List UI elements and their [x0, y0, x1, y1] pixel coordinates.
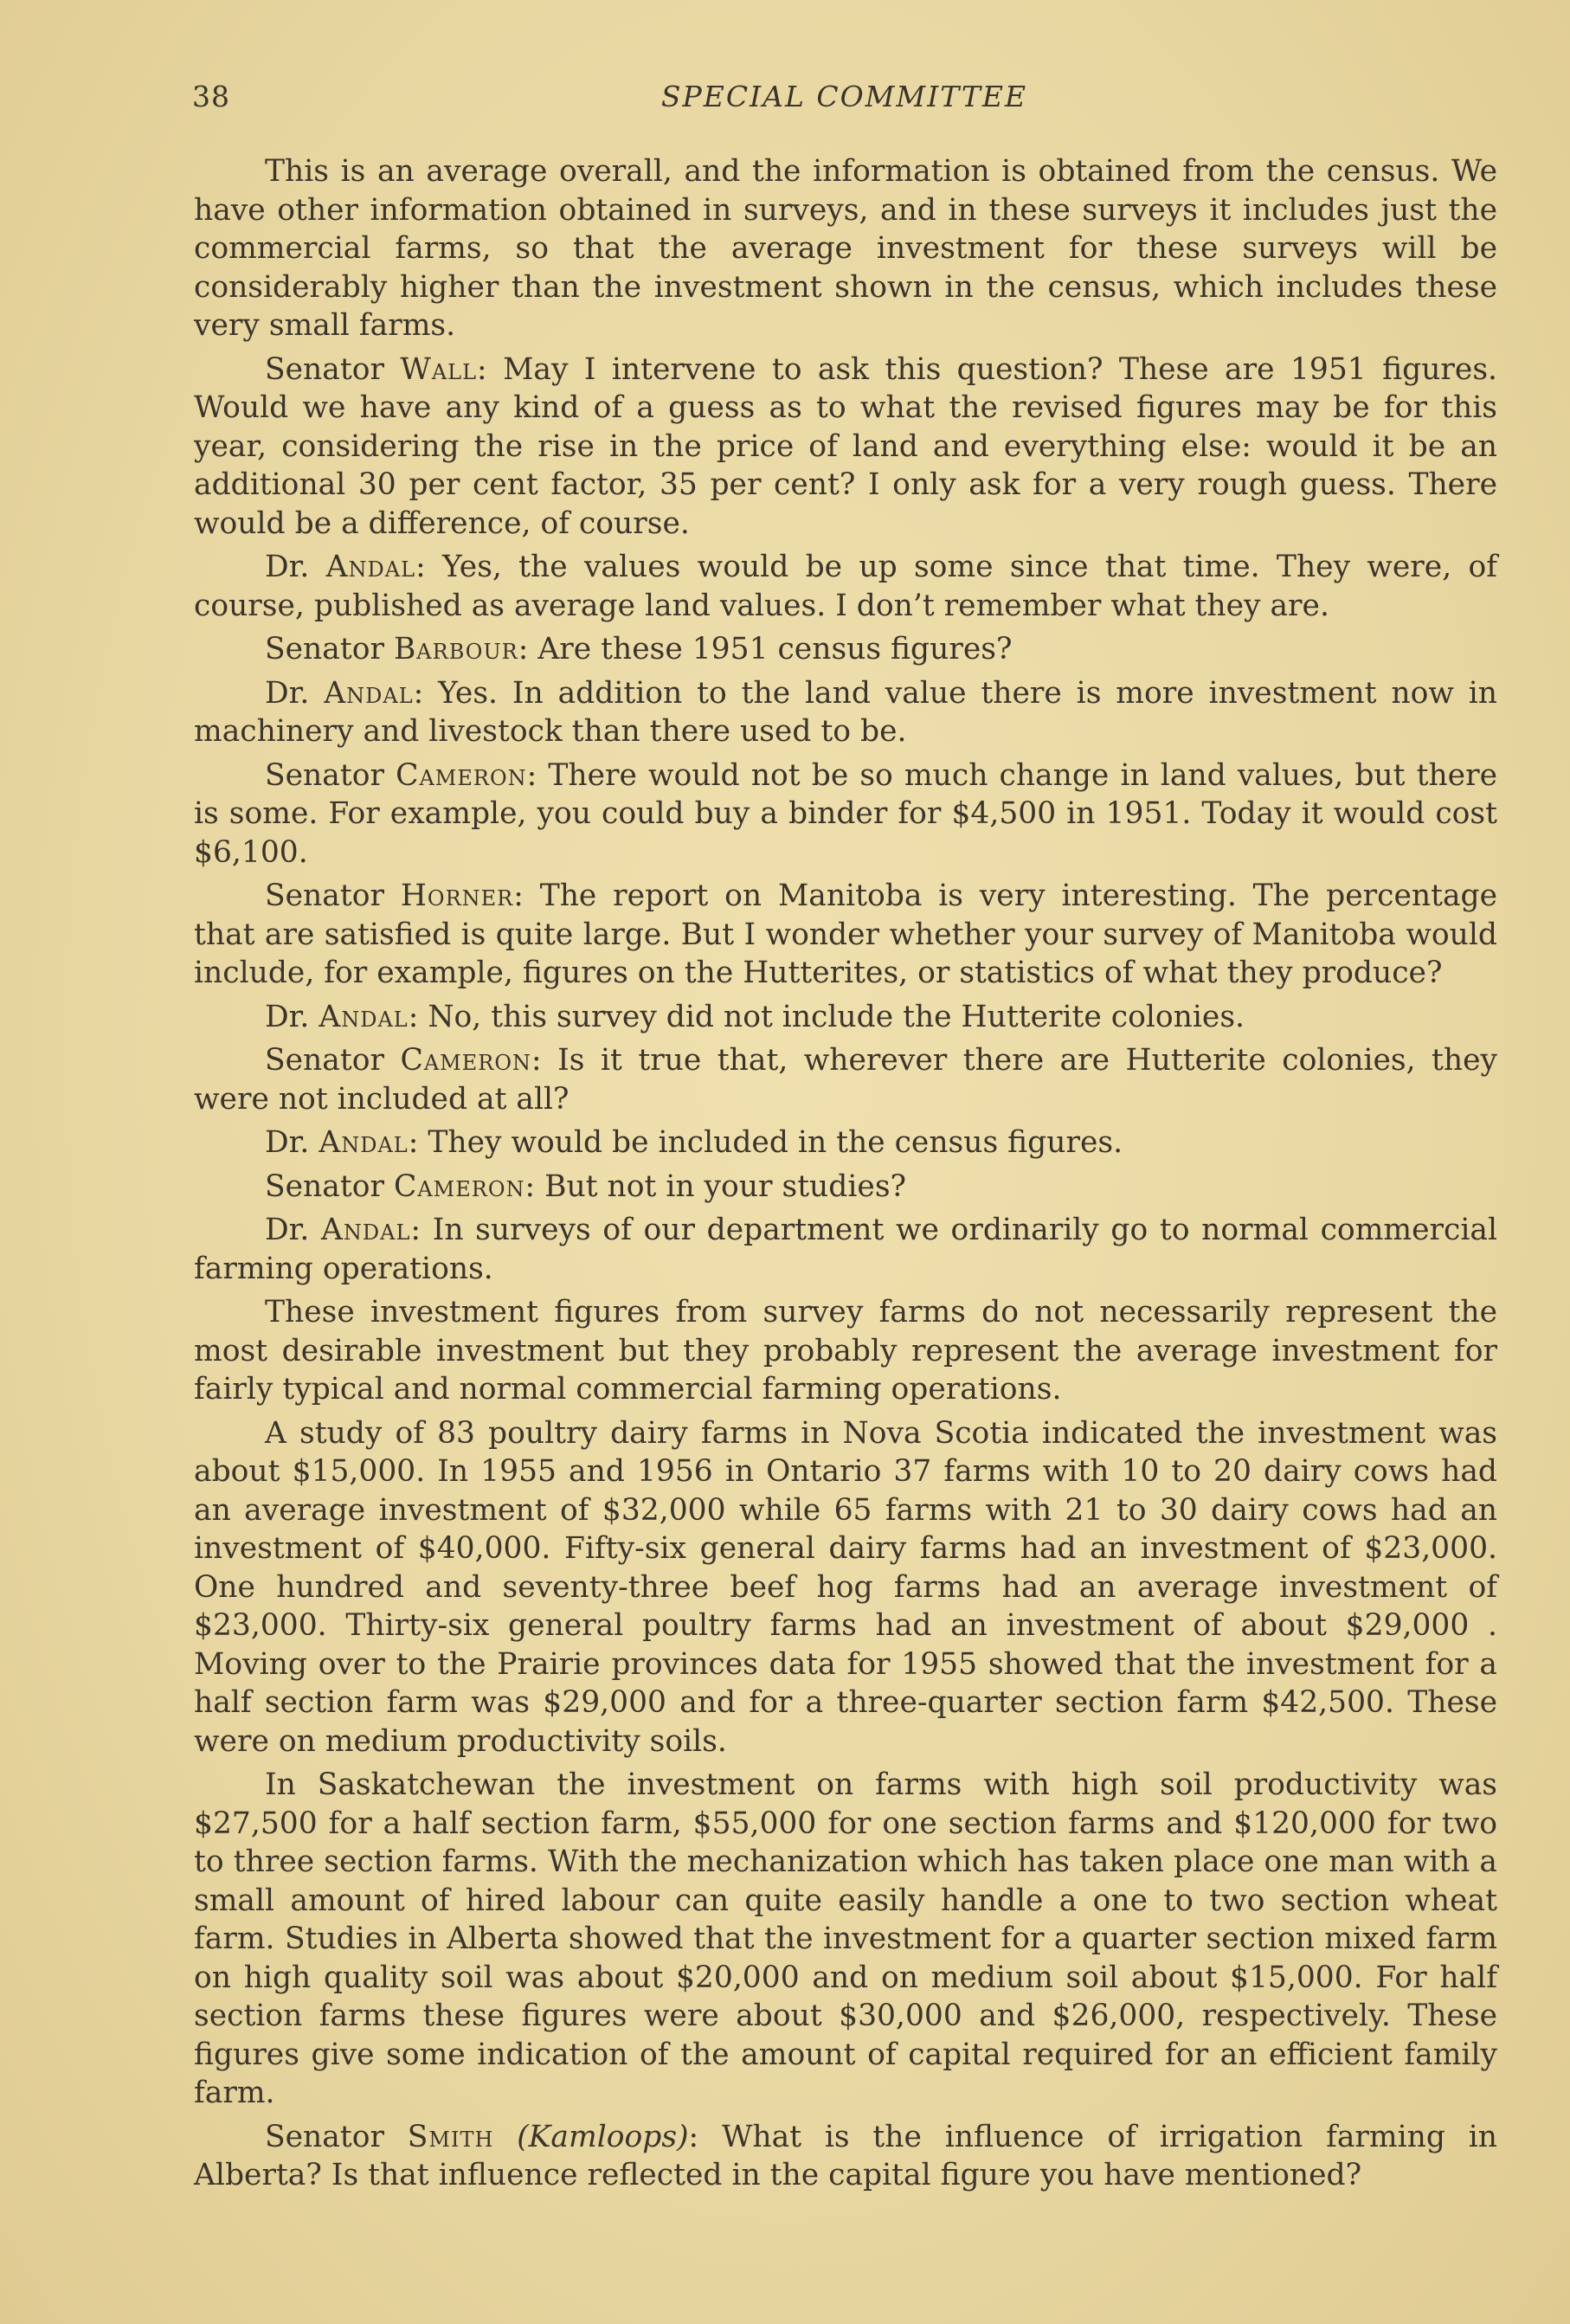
- paragraph: Dr. Andal: No, this survey did not include the Hutterite colonies.: [265, 999, 1245, 1034]
- paragraph: Senator Cameron: Is it true that, wherever there are Hutterite colonies, they were not included at all?: [194, 1043, 1497, 1117]
- paragraph: These investment figures from survey farms do not necessarily represent the most desirable investment but they probably represent the average investment for fairly typical and normal commercial farming operations.: [194, 1295, 1497, 1407]
- paragraph: A study of 83 poultry dairy farms in Nova Scotia indicated the investment was about $15,000. In 1955 and 1956 in Ontario 37 farms with 10 to 20 dairy cows had an average investment of $32,000 while 65 farms with 21 to 30 dairy cows had an investment of $40,000. Fifty-six general dairy farms had an investment of $23,000. One hundred and seventy-three beef hog farms had an average investment of $23,000. Thirty-six general poultry farms had an investment of about $29,000 . Moving over to the Prairie provinces data for 1955 showed that the investment for a half section farm was $29,000 and for a three-quarter section farm $42,500. These were on medium productivity soils.: [194, 1415, 1497, 1759]
- page-body: [194, 152, 1497, 2200]
- paragraph: Senator Barbour: Are these 1951 census figures?: [265, 632, 1013, 666]
- speaker-qualifier: (Kamloops): [517, 2119, 689, 2154]
- paragraph: Dr. Andal: Yes, the values would be up some since that time. They were, of course, published as average land values. I don’t remember what they are.: [194, 550, 1498, 623]
- page-header: [192, 80, 1496, 123]
- speaker-name: Cameron: [400, 1043, 532, 1078]
- paragraph: Dr. Andal: In surveys of our department we ordinarily go to normal commercial farming operations.: [194, 1213, 1497, 1286]
- speaker-name: Horner: [400, 879, 514, 913]
- paragraph: Senator Wall: May I intervene to ask this question? These are 1951 figures. Would we have any kind of a guess as to what the revised figures may be for this year, considering the rise in the price of land and everything else: would it be an additional 30 per cent factor, 35 per cent? I only ask for a very rough guess. There would be a difference, of course.: [194, 351, 1498, 541]
- speaker-name: Cameron: [393, 1168, 525, 1204]
- speaker-name: Smith: [407, 2119, 494, 2154]
- paragraph: This is an average overall, and the information is obtained from the census. We have other information obtained in surveys, and in these surveys it includes just the commercial farms, so that the average investment for these surveys will be considerably higher than the investment shown in the census, which includes these very small farms.: [194, 154, 1497, 343]
- speaker-name: Cameron: [396, 757, 527, 793]
- speaker-name: Andal: [319, 999, 409, 1034]
- speaker-name: Andal: [320, 1213, 411, 1247]
- speaker-name: Andal: [319, 1125, 409, 1160]
- page-number: 38: [192, 80, 230, 113]
- speaker-name: Andal: [325, 550, 416, 584]
- paragraph: Senator Cameron: But not in your studies?: [265, 1168, 907, 1204]
- paragraph: Senator Horner: The report on Manitoba is very interesting. The percentage that are satisfied is quite large. But I wonder whether your survey of Manitoba would include, for example, figures on the Hutterites, or statistics of what they produce?: [194, 879, 1498, 990]
- paragraph: In Saskatchewan the investment on farms with high soil productivity was $27,500 for a half section farm, $55,000 for one section farms and $120,000 for two to three section farms. With the mechanization which has taken place one man with a small amount of hired labour can quite easily handle a one to two section wheat farm. Studies in Alberta showed that the investment for a quarter section mixed farm on high quality soil was about $20,000 and on medium soil about $15,000. For half section farms these figures were about $30,000 and $26,000, respectively. These figures give some indication of the amount of capital required for an efficient family farm.: [194, 1767, 1497, 2110]
- paragraph: Senator Smith (Kamloops): What is the influence of irrigation farming in Alberta? Is that influence reflected in the capital figure you have mentioned?: [194, 2119, 1498, 2192]
- paragraph: Dr. Andal: They would be included in the census figures.: [265, 1125, 1123, 1160]
- speaker-name: Barbour: [393, 632, 518, 666]
- speaker-name: Wall: [400, 351, 478, 387]
- paragraph: Dr. Andal: Yes. In addition to the land value there is more investment now in machinery and livestock than there used to be.: [194, 675, 1497, 749]
- running-head: SPECIAL COMMITTEE: [660, 80, 1028, 113]
- paragraph: Senator Cameron: There would not be so much change in land values, but there is some. For example, you could buy a binder for $4,500 in 1951. Today it would cost $6,100.: [194, 757, 1498, 870]
- speaker-name: Andal: [324, 675, 414, 711]
